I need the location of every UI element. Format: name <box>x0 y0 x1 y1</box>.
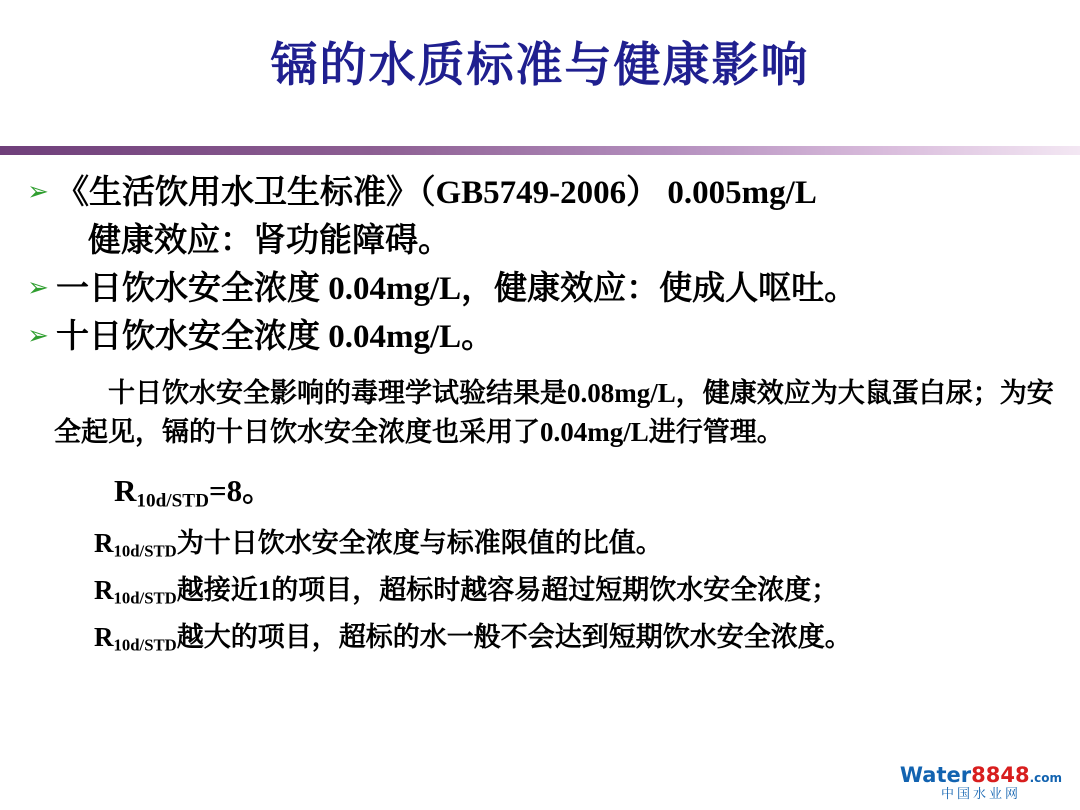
formula-symbol: $R_{10d/STD}$ <box>94 621 177 655</box>
formula-note-2-text: 越接近1的项目，超标时越容易超过短期饮水安全浓度； <box>176 575 839 606</box>
bullet-line-1b: 健康效应：肾功能障碍。 <box>88 223 451 259</box>
formula-note-3 <box>94 618 1062 665</box>
bullet-line-1a: 《生活饮用水卫生标准》（GB5749-2006） 0.005mg/L <box>56 175 817 211</box>
formula-note-3-text: 越大的项目，超标的水一般不会达到短期饮水安全浓度。 <box>176 621 852 652</box>
bullet-text-3: 十日饮水安全浓度 0.04mg/L。 <box>56 319 495 355</box>
formula-note-2 <box>94 571 1062 618</box>
formula-equation: =8。 <box>208 473 274 508</box>
formula-block <box>80 468 1062 664</box>
bullet-item-2 <box>20 266 1062 312</box>
formula-symbol: $R_{10d/STD}$ <box>94 575 177 608</box>
bullet-text-1 <box>56 170 1062 264</box>
bullet-text-2: 一日饮水安全浓度 0.04mg/L，健康效应：使成人呕吐。 <box>56 271 858 307</box>
formula-note-1-text: 为十日饮水安全浓度与标准限值的比值。 <box>176 528 663 559</box>
bullet-arrow-icon: ➢ <box>27 273 49 303</box>
formula-subscript: 10d/STD <box>113 635 177 655</box>
divider-bar <box>0 146 1080 155</box>
watermark-subtitle: 中国水业网 <box>940 787 1021 803</box>
bullet-arrow-icon: ➢ <box>27 177 49 207</box>
watermark-number: 8848 <box>971 763 1030 788</box>
formula-subscript: 10d/STD <box>136 490 209 512</box>
formula-subscript: 10d/STD <box>113 588 177 608</box>
watermark-tld: .com <box>1029 771 1062 786</box>
page-title: 镉的水质标准与健康影响 <box>270 38 810 93</box>
watermark <box>900 764 1062 802</box>
formula-symbol: $R_{10d/STD}$ <box>94 528 177 562</box>
formula-equation-line <box>114 468 1062 524</box>
formula-symbol: $R_{10d/STD}$ <box>114 473 209 512</box>
watermark-logo <box>900 764 1062 786</box>
bullet-arrow-icon: ➢ <box>27 321 49 351</box>
bullet-item-1 <box>20 170 1062 264</box>
body-paragraph: 十日饮水安全影响的毒理学试验结果是0.08mg/L，健康效应为大鼠蛋白尿；为安全起见，镉的十日饮水安全浓度也采用了0.04mg/L进行管理。 <box>54 378 1054 447</box>
slide-body <box>0 170 1080 664</box>
formula-subscript: 10d/STD <box>113 542 177 562</box>
watermark-name: Water <box>899 763 972 788</box>
formula-note-1 <box>94 524 1062 571</box>
title-divider <box>0 146 1080 162</box>
bullet-item-3 <box>20 314 1062 360</box>
